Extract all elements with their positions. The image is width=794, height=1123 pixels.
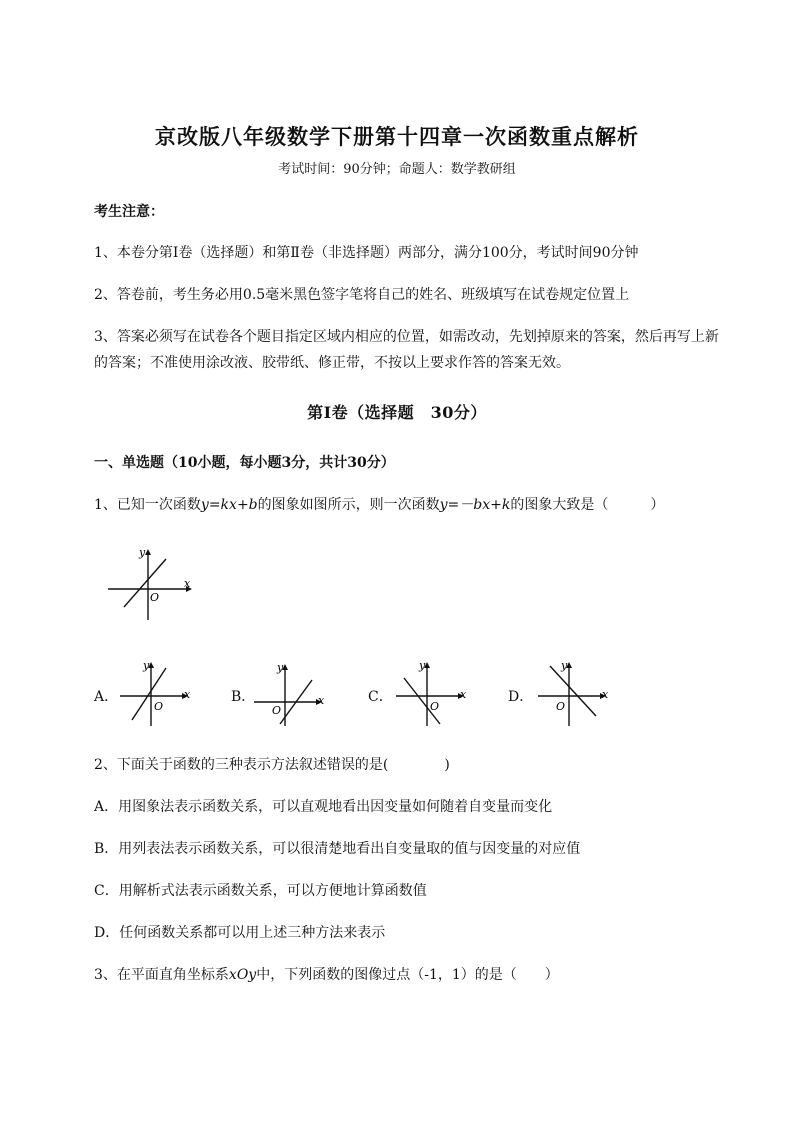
section-title: 第I卷（选择题 30分）: [307, 403, 487, 422]
notice-item-3: 3、答案必须写在试卷各个题目指定区域内相应的位置，如需改动，先划掉原来的答案，然后再写上新: [94, 329, 719, 345]
y-label: y: [561, 659, 568, 672]
x-label: x: [184, 577, 191, 590]
q3-suffix: 中，下列函数的图像过点（-1，1）的是（ ）: [256, 967, 559, 983]
q1-option-b-label[interactable]: B．: [231, 689, 256, 705]
origin-label: O: [150, 591, 160, 604]
origin-label: O: [556, 700, 566, 713]
x-label: x: [184, 688, 191, 701]
y-label: y: [139, 546, 146, 559]
origin-label: O: [272, 704, 282, 717]
q1-suffix: 的图象大致是（ ）: [510, 497, 665, 513]
origin-label: O: [430, 700, 440, 713]
q1-function-1: y=kx+b: [200, 497, 258, 513]
y-label: y: [143, 659, 150, 672]
q1-option-c-label[interactable]: C．: [368, 689, 393, 705]
x-label: x: [318, 694, 325, 707]
origin-label: O: [154, 700, 164, 713]
question-2-stem: 2、下面关于函数的三种表示方法叙述错误的是( ): [94, 757, 450, 773]
notice-item-3-cont: 的答案；不准使用涂改液、胶带纸、修正带，不按以上要求作答的答案无效。: [94, 355, 570, 371]
notice-heading: 考生注意：: [94, 204, 164, 220]
q1-main-graph: [106, 545, 196, 625]
q1-option-a-graph[interactable]: [118, 658, 193, 728]
notice-item-2: 2、答卷前，考生务必用0.5毫米黑色签字笔将自己的姓名、班级填写在试卷规定位置上: [94, 287, 630, 303]
q2-option-c[interactable]: C．用解析式法表示函数关系，可以方便地计算函数值: [94, 883, 427, 899]
question-1-stem: [94, 494, 664, 514]
q1-function-2: y=－bx+k: [439, 497, 511, 513]
q1-option-a-label[interactable]: A．: [94, 689, 119, 705]
y-label: y: [277, 661, 284, 674]
page-title: 京改版八年级数学下册第十四章一次函数重点解析: [155, 124, 639, 149]
x-label: x: [460, 688, 467, 701]
part-title: 一、单选题（10小题，每小题3分，共计30分）: [94, 455, 395, 471]
q1-option-b-graph[interactable]: [252, 660, 327, 730]
y-label: y: [419, 659, 426, 672]
q2-option-b[interactable]: B．用列表法表示函数关系，可以很清楚地看出自变量取的值与因变量的对应值: [94, 841, 581, 857]
q3-xoy: xOy: [228, 967, 257, 983]
q1-option-c-graph[interactable]: [394, 658, 469, 728]
notice-item-1: 1、本卷分第I卷（选择题）和第Ⅱ卷（非选择题）两部分，满分100分，考试时间90分钟: [94, 245, 639, 261]
q2-option-d[interactable]: D．任何函数关系都可以用上述三种方法来表示: [94, 925, 386, 941]
function-line: [124, 559, 166, 607]
x-label: x: [602, 688, 609, 701]
q1-option-d-graph[interactable]: [536, 658, 611, 728]
question-3-stem: [94, 964, 559, 984]
q3-prefix: 3、在平面直角坐标系: [94, 967, 229, 983]
y-axis-arrow: [145, 549, 151, 555]
q2-option-a[interactable]: A．用图象法表示函数关系，可以直观地看出因变量如何随着自变量而变化: [94, 799, 553, 815]
q1-option-d-label[interactable]: D．: [508, 689, 534, 705]
q1-prefix: 1、已知一次函数: [94, 497, 201, 513]
exam-info: 考试时间：90分钟；命题人：数学教研组: [278, 162, 516, 177]
q1-middle: 的图象如图所示，则一次函数: [257, 497, 440, 513]
